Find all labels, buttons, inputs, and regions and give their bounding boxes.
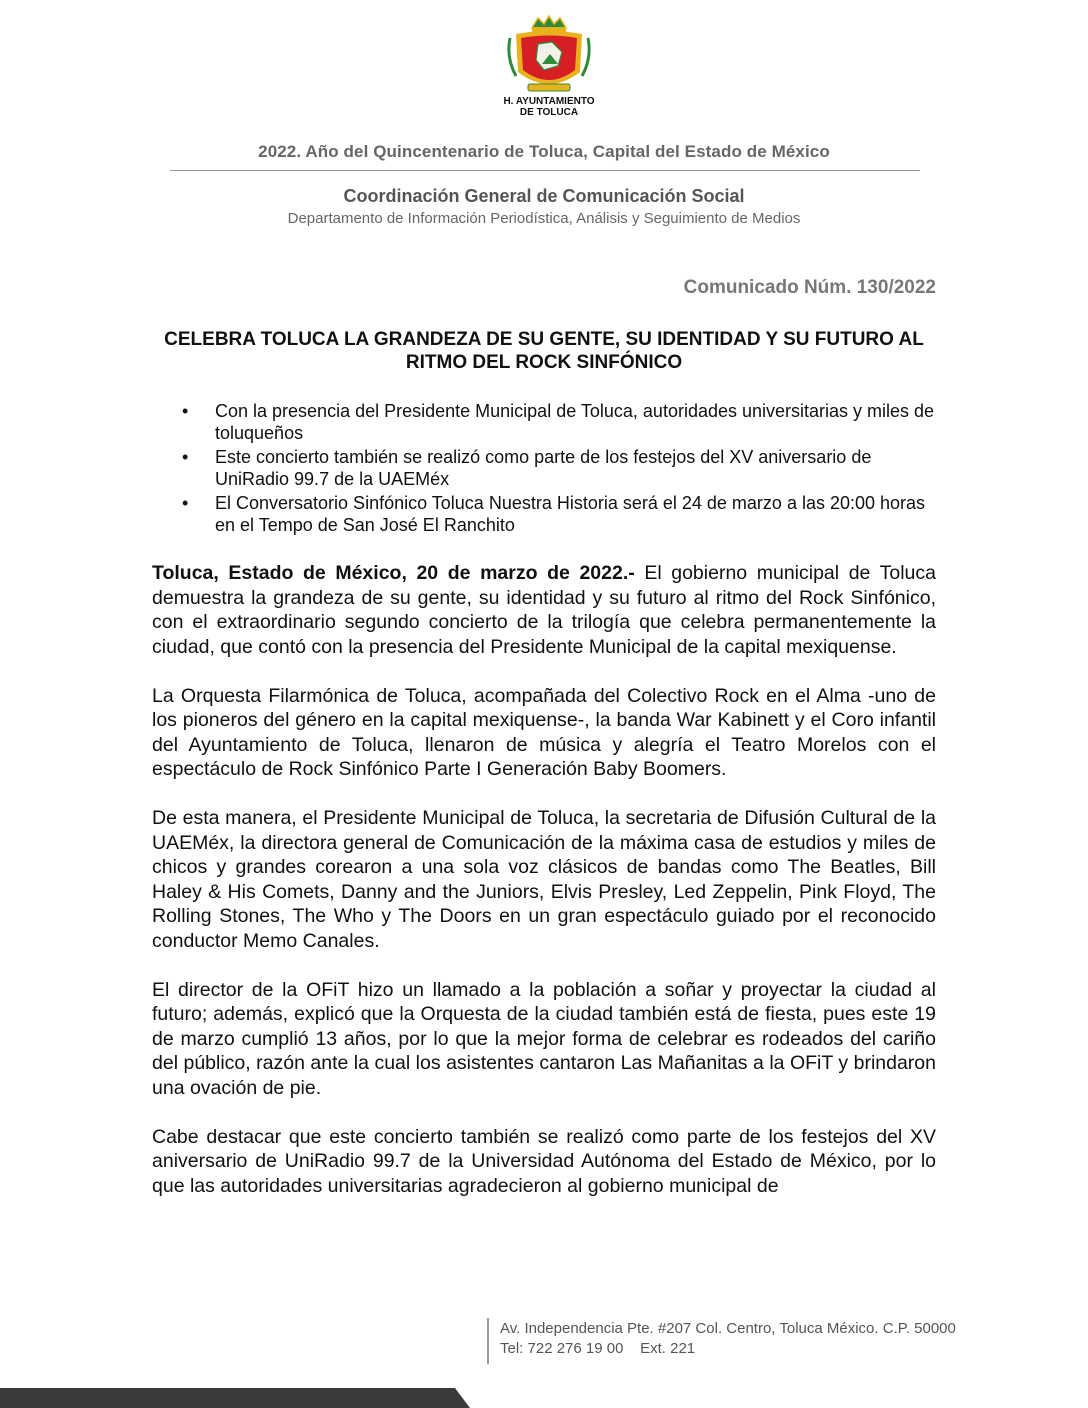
list-item <box>182 492 936 536</box>
paragraph-5: Cabe destacar que este concierto también se realizó como parte de los festejos del XV aniversario de UniRadio 99.7 de la Universidad Autónoma del Estado de México, por lo que las autoridades universitarias agradecieron al gobierno municipal de <box>152 1125 936 1197</box>
headline: CELEBRA TOLUCA LA GRANDEZA DE SU GENTE, SU IDENTIDAD Y SU FUTURO AL RITMO DEL ROCK SINFÓNICO <box>164 329 924 373</box>
year-motto: 2022. Año del Quincentenario de Toluca, Capital del Estado de México <box>258 142 830 161</box>
bullet-text: Este concierto también se realizó como parte de los festejos del XV aniversario de UniRadio 99.7 de la UAEMéx <box>215 447 872 489</box>
list-item <box>182 446 936 490</box>
footer-bar-decoration <box>0 1388 470 1408</box>
paragraph-4: El director de la OFiT hizo un llamado a la población a soñar y proyectar la ciudad al futuro; además, explicó que la Orquesta de la ciudad también está de fiesta, pues este 19 de marzo cumplió 13 años, por lo que la mejor forma de celebrar es rodeados del cariño del público, razón ante la cual los asistentes cantaron Las Mañanitas a la OFiT y brindaron una ovación de pie. <box>152 978 936 1099</box>
logo-caption-line2: DE TOLUCA <box>519 107 579 118</box>
bullet-icon: • <box>182 447 189 467</box>
header-divider <box>170 170 920 171</box>
paragraph-2: La Orquesta Filarmónica de Toluca, acompañada del Colectivo Rock en el Alma -uno de los pioneros del género en la capital mexiquense-, la banda War Kabinett y el Coro infantil del Ayuntamiento de Toluca, llenaron de música y alegría el Teatro Morelos con el espectáculo de Rock Sinfónico Parte I Generación Baby Boomers. <box>152 684 936 780</box>
footer-phone: Tel: 722 276 19 00 Ext. 221 <box>500 1340 696 1357</box>
logo-caption <box>470 96 628 118</box>
paragraph-1 <box>152 561 936 659</box>
toluca-coat-of-arms-icon <box>504 14 594 98</box>
footer-address: Av. Independencia Pte. #207 Col. Centro, Toluca México. C.P. 50000 <box>500 1320 956 1337</box>
bullet-text: Con la presencia del Presidente Municipal de Toluca, autoridades universitarias y miles de toluqueños <box>215 401 935 443</box>
department-subtitle: Departamento de Información Periodística, Análisis y Seguimiento de Medios <box>287 210 801 227</box>
list-item <box>182 400 936 444</box>
dateline: Toluca, Estado de México, 20 de marzo de 2022.- <box>152 562 635 584</box>
bullet-text: El Conversatorio Sinfónico Toluca Nuestra Historia será el 24 de marzo a las 20:00 horas en el Tempo de San José El Ranchito <box>215 493 926 535</box>
logo-caption-line1: H. AYUNTAMIENTO <box>503 96 595 107</box>
article-body <box>152 561 936 1223</box>
summary-bullets <box>182 400 936 538</box>
paragraph-1-text: El gobierno municipal de Toluca demuestra la grandeza de su gente, su identidad y su futuro al ritmo del Rock Sinfónico, con el extraordinario segundo concierto de la trilogía que celebra permanentemente la ciudad, que contó con la presencia del Presidente Municipal de la capital mexiquense. <box>152 562 936 658</box>
paragraph-3: De esta manera, el Presidente Municipal de Toluca, la secretaria de Difusión Cultural de la UAEMéx, la directora general de Comunicación de la máxima casa de estudios y miles de chicos y grandes corearon a una sola voz clásicos de bandas como The Beatles, Bill Haley & His Comets, Danny and the Juniors, Elvis Presley, Led Zeppelin, Pink Floyd, The Rolling Stones, The Who y The Doors en un gran espectáculo guiado por el reconocido conductor Memo Canales. <box>152 807 936 952</box>
bullet-icon: • <box>182 401 189 421</box>
footer-divider <box>487 1318 489 1364</box>
press-release-number: Comunicado Núm. 130/2022 <box>683 277 936 298</box>
bullet-icon: • <box>182 493 189 513</box>
coordination-title: Coordinación General de Comunicación Social <box>343 186 745 206</box>
